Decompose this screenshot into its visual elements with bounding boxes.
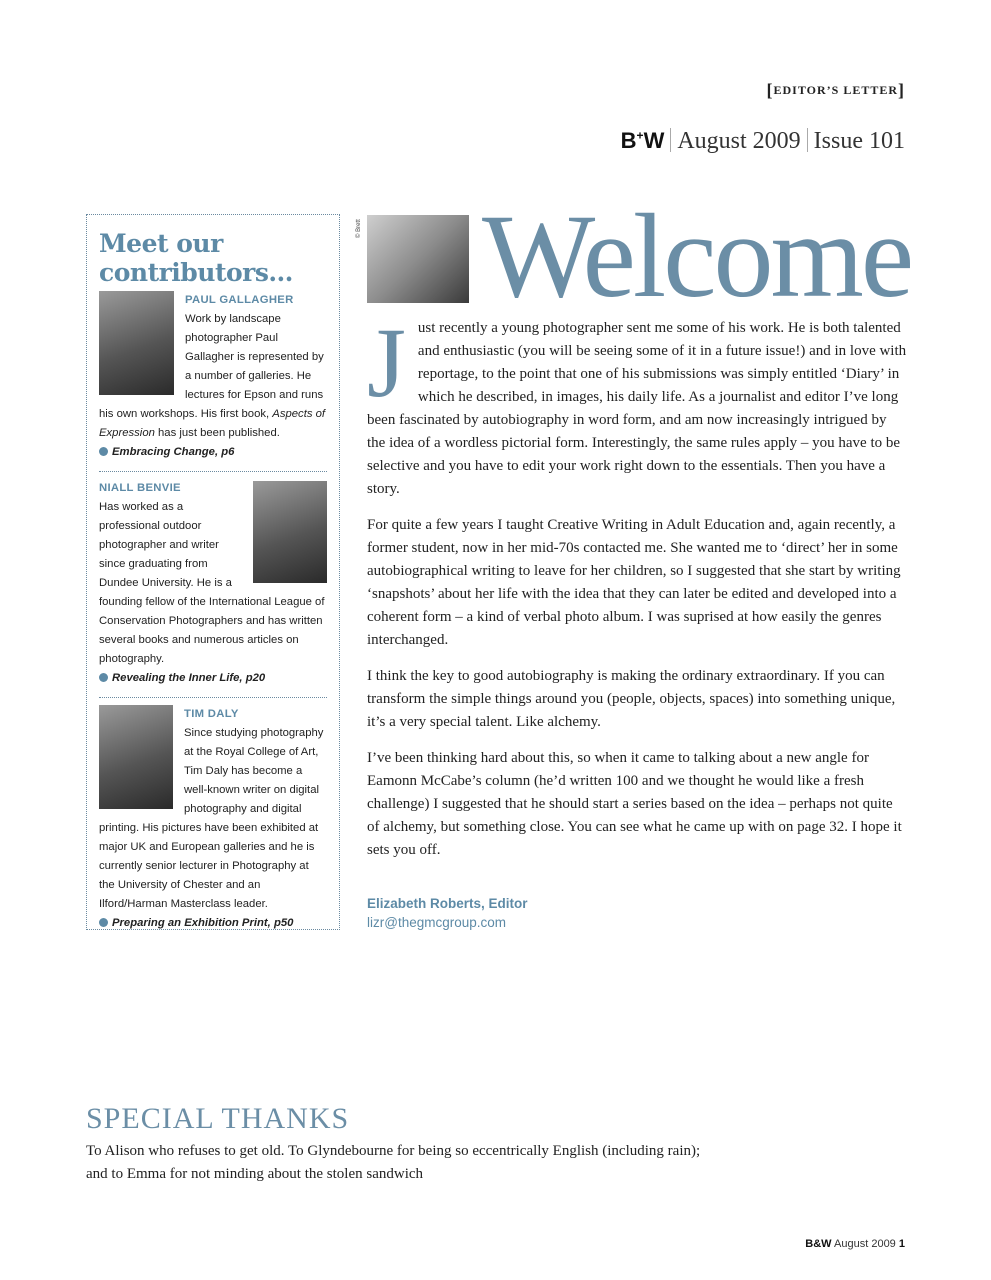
divider	[99, 471, 327, 472]
contributor-bio: Work by landscape photographer Paul Gallagher is represented by a number of galleries. He lectures for Epson and runs his own workshops. His first book, Aspects of Expression has just been published.	[99, 313, 326, 439]
special-thanks-title: SPECIAL THANKS	[86, 1102, 350, 1135]
page-folio	[805, 1238, 905, 1250]
contributor-article-ref: Preparing an Exhibition Print, p50	[99, 914, 327, 933]
contributor-name: TIM DALY	[184, 708, 239, 720]
contributor-paul-gallagher	[99, 291, 327, 462]
folio-logo: B&W	[805, 1238, 832, 1250]
section-tag: [EDITOR’S LETTER]	[766, 80, 905, 100]
divider	[807, 128, 808, 152]
masthead-date: August 2009	[677, 128, 801, 154]
contributor-bio: Since studying photography at the Royal College of Art, Tim Daly has become a well-known writer on digital photography and digital printing. His pictures have been exhibited at major UK and European galleries and he is currently senior lecturer in Photography at the University of Chester and an Ilford/Harman Masterclass leader.	[99, 727, 324, 910]
contributor-name: NIALL BENVIE	[99, 482, 181, 494]
folio-date: August 2009	[834, 1238, 896, 1250]
letter-paragraph: I’ve been thinking hard about this, so when it came to talking about a new angle for Eamonn McCabe’s column (he’d written 100 and we thought he would like a fresh challenge) I suggested that he should start a series based on the idea – perhaps not quite of alchemy, but something close. You can see what he came up with on page 32. I hope it sets you off.	[367, 750, 902, 858]
section-tag-label: EDITOR’S LETTER	[773, 83, 898, 97]
bullet-icon	[99, 447, 108, 456]
divider	[670, 128, 671, 152]
welcome-title: Welcome	[482, 189, 912, 322]
contributor-tim-daly	[99, 705, 327, 933]
editor-letter	[367, 307, 907, 875]
contributor-photo	[253, 481, 327, 583]
photo-credit: © Brett	[356, 219, 362, 238]
masthead	[621, 128, 905, 155]
masthead-issue: Issue 101	[813, 128, 905, 154]
special-thanks-text: To Alison who refuses to get old. To Glyndebourne for being so eccentrically English (including rain); and to Emma for not minding about the stolen sandwich	[86, 1143, 701, 1182]
contributor-article-ref: Revealing the Inner Life, p20	[99, 669, 327, 688]
contributor-article-ref: Embracing Change, p6	[99, 443, 327, 462]
contributors-box	[86, 214, 340, 930]
contributor-name: PAUL GALLAGHER	[185, 294, 294, 306]
contributor-photo	[99, 705, 173, 809]
bullet-icon	[99, 673, 108, 682]
letter-paragraph: I think the key to good autobiography is making the ordinary extraordinary. If you can transform the simple things around you (people, objects, spaces) into something unique, it’s a very special talent. Like alchemy.	[367, 668, 896, 730]
signature	[367, 894, 528, 932]
contributor-photo	[99, 291, 174, 395]
divider	[99, 697, 327, 698]
signature-name: Elizabeth Roberts, Editor	[367, 896, 528, 911]
letter-paragraph: For quite a few years I taught Creative Writing in Adult Education and, again recently, a former student, now in her mid-70s contacted me. She wanted me to ‘direct’ her in some autobiographical writing to leave for her children, so I suggested that she start by writing ‘snapshots’ about her life with the idea that they can later be edited and developed into a coherent form – a kind of verbal photo album. I was suprised at how easily the genres interchanged.	[367, 517, 901, 648]
signature-email[interactable]: lizr@thegmcgroup.com	[367, 915, 507, 930]
letter-paragraph: Just recently a young photographer sent me some of his work. He is both talented and enthusiastic (you will be seeing some of it in a future issue!) and in love with reportage, to the point that one of his submissions was simply entitled ‘Diary’ in which he described, in images, his daily life. As a journalist and editor I’ve long been fascinated by autobiography in word form, and am now increasingly intrigued by the idea of a wordless pictorial form. Interestingly, the same rules apply – you have to be selective and you have to edit your work right down to the essentials. Then you have a story.	[367, 307, 907, 497]
book-title: Aspects of Expression	[99, 408, 326, 439]
page-number: 1	[898, 1238, 905, 1250]
contributors-heading: Meet our contributors…	[99, 229, 293, 287]
editor-photo	[367, 215, 469, 303]
contributor-niall-benvie	[99, 479, 327, 688]
contributor-bio: Has worked as a professional outdoor photographer and writer since graduating from Dundee University. He is a founding fellow of the International League of Conservation Photographers and has written several books and numerous articles on photography.	[99, 501, 325, 665]
masthead-logo: B+W	[620, 128, 665, 153]
bullet-icon	[99, 918, 108, 927]
drop-cap: J	[367, 307, 406, 418]
